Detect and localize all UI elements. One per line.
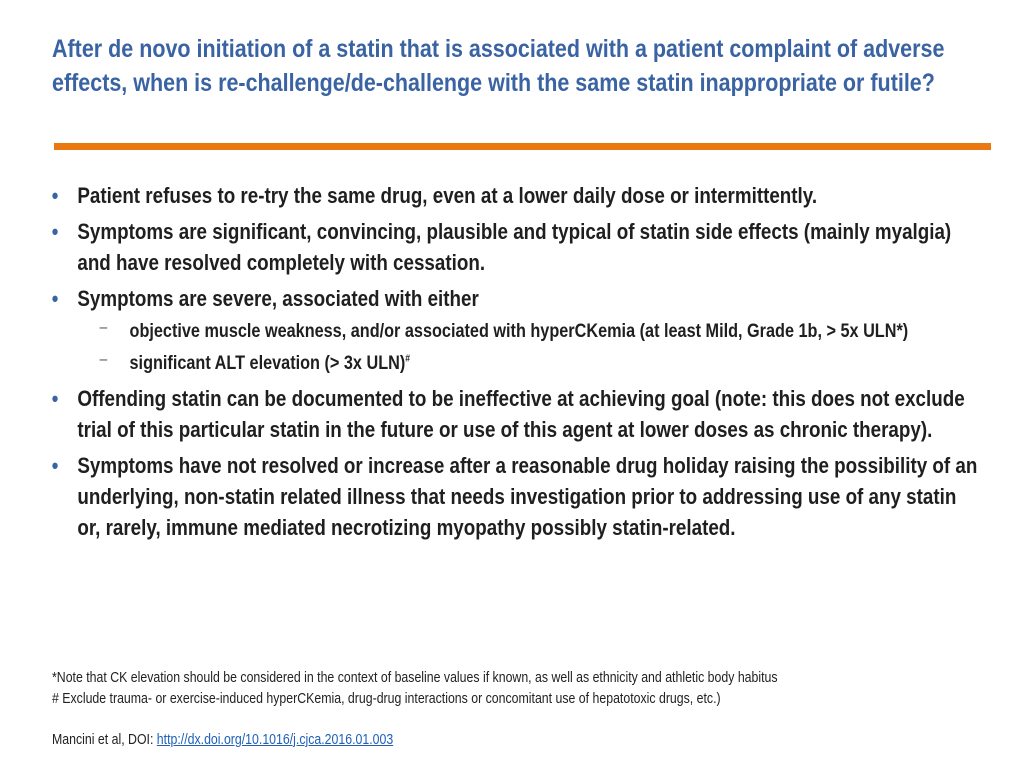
bullet-marker: •	[51, 286, 59, 311]
footnote-marker: #	[405, 353, 411, 365]
bullet-item	[50, 216, 982, 278]
doi-link[interactable]: http://dx.doi.org/10.1016/j.cjca.2016.01.003	[156, 732, 394, 748]
footnotes	[52, 668, 987, 710]
sub-bullet-marker: –	[99, 319, 108, 336]
footnote-alt: # Exclude trauma- or exercise-induced hyperCKemia, drug-drug interactions or concomitant use of hepatotoxic drugs, etc.)	[52, 691, 721, 707]
sub-bullet-item	[50, 319, 982, 345]
sub-bullet-text: objective muscle weakness, and/or associated with hyperCKemia (at least Mild, Grade 1b, > 5x ULN*)	[129, 321, 909, 342]
reference	[52, 730, 647, 751]
bullet-text: Symptoms are severe, associated with either	[77, 286, 479, 311]
bullet-item	[50, 180, 982, 211]
bullet-text: Symptoms are significant, convincing, plausible and typical of statin side effects (mainly myalgia) and have resolved completely with cessation.	[77, 219, 952, 275]
sub-bullet-marker: –	[99, 351, 108, 368]
reference-prefix: Mancini et al, DOI:	[52, 732, 157, 748]
bullet-marker: •	[51, 386, 59, 411]
bullet-marker: •	[51, 219, 59, 244]
bullet-item	[50, 383, 982, 445]
sub-bullet-text: significant ALT elevation (> 3x ULN)	[129, 353, 406, 374]
bullet-list	[50, 180, 982, 548]
title-divider	[54, 143, 991, 150]
sub-bullet-item	[50, 351, 982, 377]
footnote-ck: *Note that CK elevation should be considered in the context of baseline values if known, as well as ethnicity and athletic body habitus	[52, 670, 778, 686]
bullet-text: Patient refuses to re-try the same drug, even at a lower daily dose or intermittently.	[77, 183, 818, 208]
bullet-text: Offending statin can be documented to be ineffective at achieving goal (note: this does not exclude trial of this particular statin in the future or use of this agent at lower doses as chronic therapy).	[77, 386, 965, 442]
bullet-text: Symptoms have not resolved or increase after a reasonable drug holiday raising the possibility of an underlying, non-statin related illness that needs investigation prior to addressing use of any statin or, rarely, immune mediated necrotizing myopathy possibly statin-related.	[77, 453, 978, 540]
bullet-marker: •	[51, 183, 59, 208]
slide-title: After de novo initiation of a statin that is associated with a patient complaint of adverse effects, when is re-challenge/de-challenge with the same statin inappropriate or futile?	[52, 35, 945, 97]
bullet-marker: •	[51, 453, 59, 478]
bullet-item	[50, 450, 982, 543]
bullet-item	[50, 283, 982, 314]
